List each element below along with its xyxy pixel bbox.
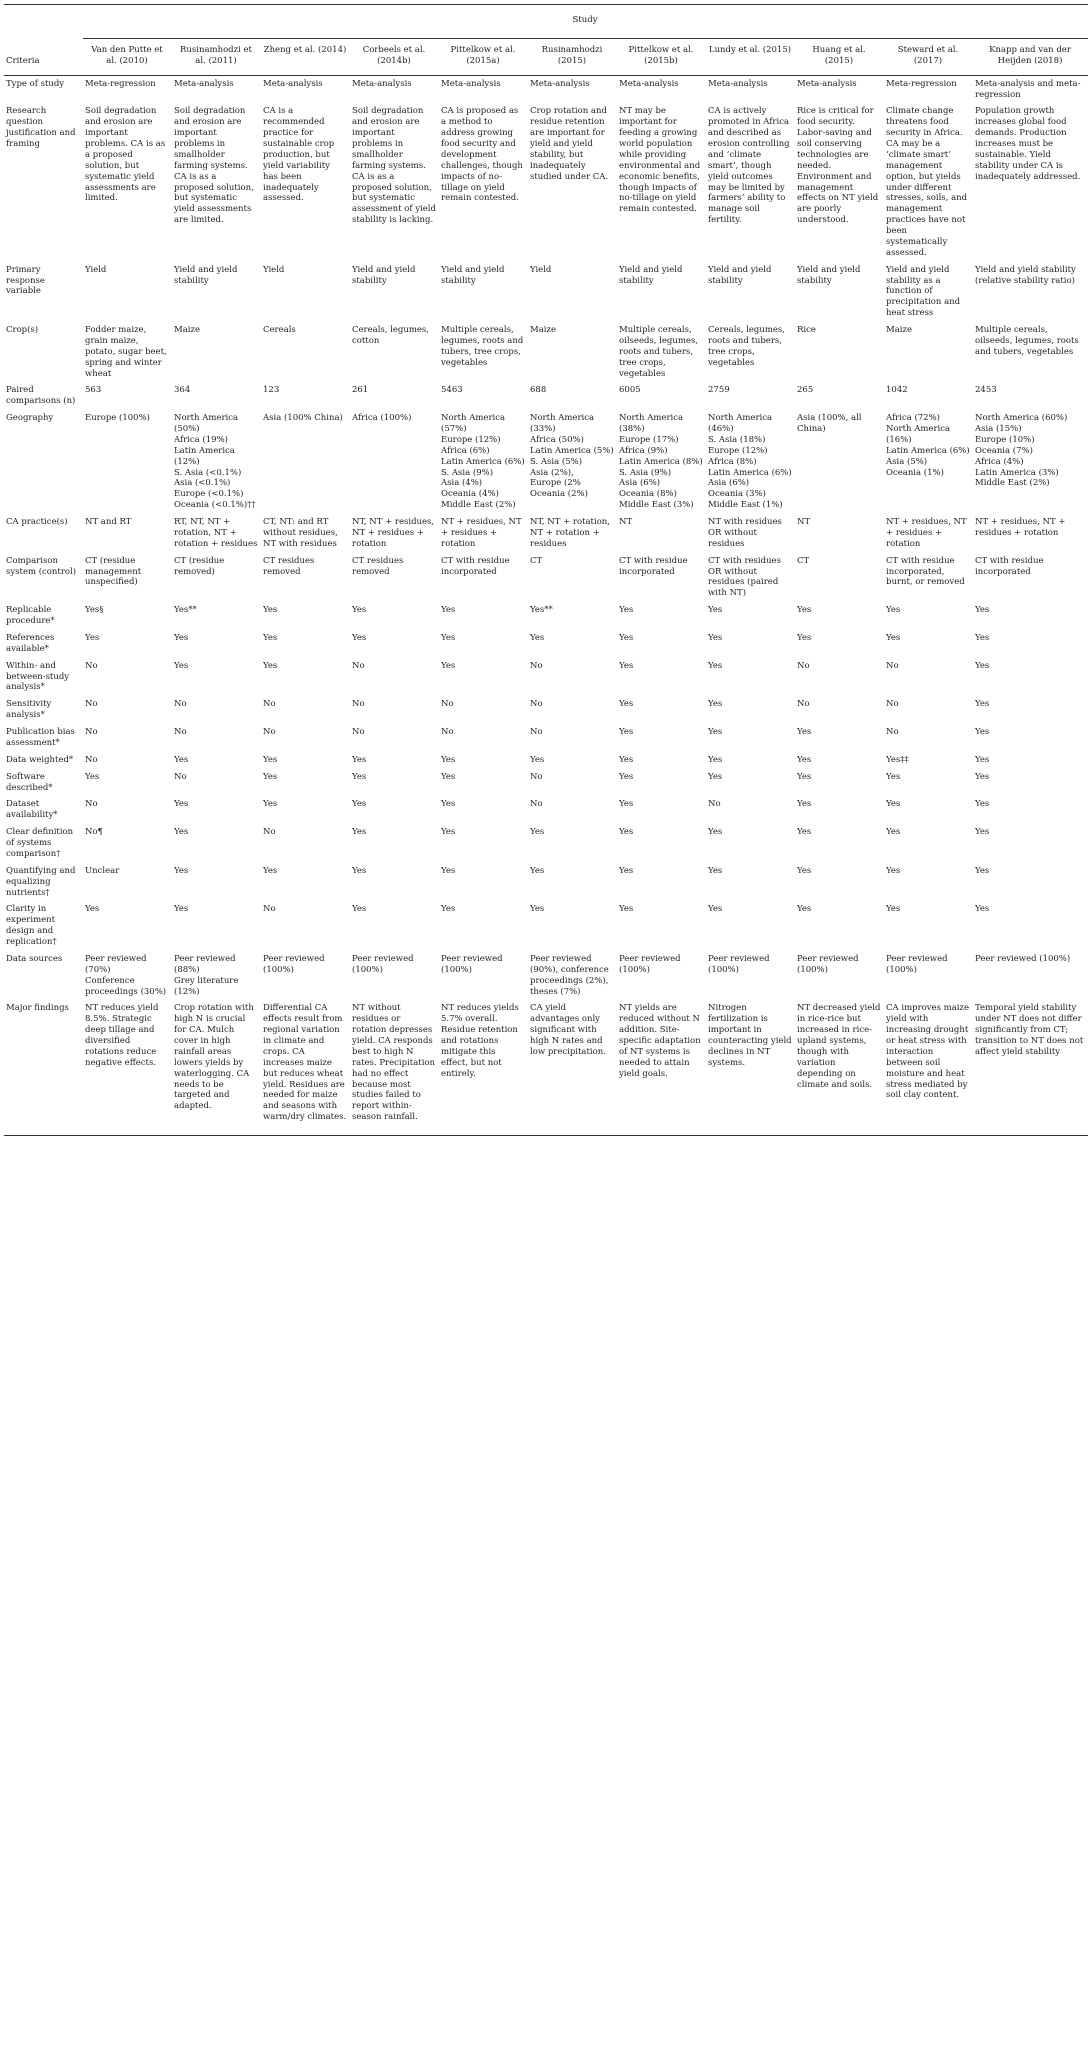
table-row	[4, 863, 1088, 902]
table-cell: Yes	[174, 827, 189, 838]
table-cell: Yes	[352, 799, 367, 810]
table-cell: Yes	[174, 865, 189, 876]
table-cell: North America (38%) Europe (17%) Africa (9%) Latin America (8%) S. Asia (9%) Asia (6%) Oceania (8%) Middle East (3%)	[619, 413, 703, 511]
table-cell: Peer reviewed (100%)	[263, 953, 325, 975]
table-cell: CA is a recommended practice for sustainable crop production, but yield variability has been inadequately assessed.	[263, 106, 335, 204]
table-row	[4, 382, 1088, 410]
table-cell: Yes	[886, 827, 901, 838]
table-cell: Meta-analysis	[530, 78, 590, 89]
table-cell: Yes	[708, 660, 723, 671]
table-cell: Peer reviewed (100%)	[708, 953, 770, 975]
table-cell: No	[352, 699, 365, 710]
table-cell: Yes	[441, 799, 456, 810]
table-cell: Yes	[886, 605, 901, 616]
table-cell: Yes	[975, 699, 990, 710]
table-cell: Peer reviewed (100%)	[797, 953, 859, 975]
study-header-lundy-et-al-2015: Lundy et al. (2015)	[706, 38, 795, 75]
table-cell: Peer reviewed (100%)	[975, 953, 1071, 964]
table-cell: Asia (100%, all China)	[797, 413, 862, 434]
table-cell: Europe (100%)	[85, 413, 150, 424]
table-cell: Yes	[530, 865, 545, 876]
table-cell: Yield	[85, 264, 107, 275]
table-cell: No	[352, 660, 365, 671]
table-cell: 6005	[619, 385, 641, 396]
table-cell: Yield and yield stability	[708, 264, 772, 286]
table-cell: NT, NT + rotation, NT + rotation + residues	[530, 517, 610, 549]
table-cell: Peer reviewed (100%)	[619, 953, 681, 975]
table-cell: No	[174, 699, 187, 710]
table-cell: CA yield advantages only significant with high N rates and low precipitation.	[528, 1000, 617, 1135]
table-cell: Crop rotation and residue retention are important for yield and yield stability, but inadequately studied under CA.	[530, 106, 609, 182]
table-cell: Yes	[619, 904, 634, 915]
table-row	[4, 796, 1088, 824]
criterion-label: Replicable procedure*	[6, 605, 55, 626]
table-cell: Yes	[352, 904, 367, 915]
table-cell: Yes	[708, 771, 723, 782]
meta-analysis-comparison-table	[4, 4, 1088, 1136]
table-cell: Cereals	[263, 325, 296, 335]
table-cell: CT, NT: and RT without residues, NT with residues	[263, 517, 338, 549]
table-cell: CT with residue incorporated, burnt, or removed	[886, 555, 965, 588]
table-cell: NT with residues OR without residues	[708, 517, 782, 549]
table-cell: Yes	[975, 754, 990, 765]
table-row	[4, 103, 1088, 261]
table-cell: Yes	[975, 727, 990, 737]
table-cell: Meta-analysis	[708, 78, 768, 89]
table-cell: Yes	[85, 904, 100, 915]
table-cell: NT and RT	[85, 517, 132, 527]
table-cell: Yes	[619, 727, 634, 737]
table-cell: Peer reviewed (70%) Conference proceedings (30%)	[85, 953, 167, 997]
study-header-rusinamhodzi-2015: Rusinamhodzi (2015)	[528, 38, 617, 75]
table-cell: Rice	[797, 325, 816, 335]
table-cell: Yes	[352, 771, 367, 782]
criterion-label: Sensitivity analysis*	[6, 699, 52, 721]
table-cell: Yes	[441, 827, 456, 838]
table-cell: Yield	[263, 264, 285, 275]
criterion-label: Within- and between-study analysis*	[6, 660, 70, 693]
table-cell: CA improves maize yield with increasing drought or heat stress with interaction between soil moisture and heat stress mediated by soil clay content.	[884, 1000, 973, 1135]
table-cell: Yes	[441, 865, 456, 876]
table-cell: Fodder maize, grain maize, potato, sugar beet, spring and winter wheat	[85, 325, 167, 379]
criterion-label: Data sources	[6, 953, 63, 964]
table-cell: No	[174, 771, 187, 782]
criterion-label: Research question justification and framing	[6, 106, 76, 149]
table-cell: Yes	[708, 754, 723, 765]
study-group-label: Study	[83, 5, 1088, 39]
table-cell: Yes	[797, 632, 812, 643]
table-cell: No	[530, 799, 543, 810]
column-header-row	[4, 38, 1088, 75]
table-cell: Yes	[174, 904, 189, 915]
table-cell: No	[263, 904, 276, 915]
table-cell: Population growth increases global food demands. Production increases must be sustainable. Yield stability under CA is inadequately addressed.	[975, 106, 1081, 182]
table-cell: Multiple cereals, legumes, roots and tubers, tree crops, vegetables	[441, 325, 524, 368]
table-cell: Yes	[975, 904, 990, 915]
table-cell: Yes	[708, 827, 723, 838]
study-group-header-row	[4, 5, 1088, 39]
study-header-van-den-putte-et-al-2010: Van den Putte et al. (2010)	[83, 38, 172, 75]
table-cell: Yes	[530, 754, 545, 765]
table-cell: Yes	[619, 660, 634, 671]
table-cell: NT + residues, NT + residues + rotation	[441, 517, 522, 549]
table-cell: No	[886, 699, 899, 710]
comparison-table-container	[4, 4, 1088, 2064]
study-header-rusinamhodzi-et-al-2011: Rusinamhodzi et al. (2011)	[172, 38, 261, 75]
table-cell: Yes	[708, 632, 723, 643]
table-cell: CT with residues OR without residues (paired with NT)	[708, 555, 781, 599]
table-cell: Yes	[619, 865, 634, 876]
table-row	[4, 769, 1088, 797]
table-cell: Yes	[975, 771, 990, 782]
table-cell: Yield and yield stability	[352, 264, 416, 286]
table-cell: Yes	[797, 904, 812, 915]
empty-corner	[4, 5, 83, 39]
criterion-label: Crop(s)	[6, 325, 39, 335]
table-cell: 2759	[708, 385, 730, 396]
table-cell: Maize	[886, 325, 912, 335]
table-cell: Cereals, legumes, cotton	[352, 325, 429, 346]
criterion-label: Software described*	[6, 771, 53, 793]
criterion-label: Publication bias assessment*	[6, 727, 75, 748]
table-cell: No	[797, 699, 810, 710]
table-cell: Yes	[975, 660, 990, 671]
table-cell: NT may be important for feeding a growing world population while providing environmental and economic benefits, though impacts of no-tillage on yield remain contested.	[619, 106, 701, 215]
table-cell: 1042	[886, 385, 908, 396]
table-cell: No	[352, 727, 365, 737]
table-cell: No	[441, 727, 454, 737]
table-cell: Yield and yield stability (relative stability ratio)	[975, 264, 1076, 286]
table-cell: Yes	[352, 632, 367, 643]
table-cell: North America (33%) Africa (50%) Latin America (5%) S. Asia (5%) Asia (2%), Europe (2% Oceania (2%)	[530, 413, 614, 500]
table-cell: NT + residues, NT + residues + rotation	[886, 517, 967, 549]
table-cell: Yes	[174, 799, 189, 810]
table-row	[4, 951, 1088, 1001]
table-cell: 2453	[975, 385, 997, 396]
table-cell: Yield and yield stability	[441, 264, 505, 286]
table-cell: Yield and yield stability	[619, 264, 683, 286]
table-cell: Multiple cereals, oilseeds, legumes, roots and tubers, tree crops, vegetables	[619, 325, 699, 379]
table-cell: Yes**	[174, 605, 197, 616]
table-cell: Cereals, legumes, roots and tubers, tree crops, vegetables	[708, 325, 785, 368]
table-cell: Yes	[441, 660, 456, 671]
table-row	[4, 322, 1088, 382]
table-cell: No	[530, 727, 543, 737]
table-row	[4, 752, 1088, 769]
table-cell: No¶	[85, 827, 103, 838]
table-cell: Yes	[797, 799, 812, 810]
table-row	[4, 262, 1088, 322]
table-cell: NT reduces yields 5.7% overall. Residue retention and rotations mitigate this effect, but not entirely.	[439, 1000, 528, 1135]
table-cell: Rice is critical for food security. Labor-saving and soil conserving technologies are needed. Environment and management effects on NT yield are poorly understood.	[797, 106, 879, 226]
table-cell: Yes	[263, 771, 278, 782]
table-cell: Yes	[619, 799, 634, 810]
table-cell: CA is actively promoted in Africa and described as erosion controlling and ‘climate smart’, though yield outcomes may be limited by farmers’ ability to manage soil fertility.	[708, 106, 790, 226]
table-cell: Yes‡‡	[886, 754, 909, 765]
table-cell: Yes	[975, 632, 990, 643]
table-cell: Soil degradation and erosion are important problems. CA is as a proposed solution, but systematic yield assessments are limited.	[85, 106, 166, 204]
table-row	[4, 901, 1088, 951]
criteria-column-header: Criteria	[4, 38, 83, 75]
table-row	[4, 658, 1088, 697]
table-cell: Crop rotation with high N is crucial for CA. Mulch cover in high rainfall areas lowers yields by waterlogging. CA needs to be targeted and adapted.	[172, 1000, 261, 1135]
table-cell: No	[886, 727, 899, 737]
table-cell: No	[530, 771, 543, 782]
table-cell: Africa (100%)	[352, 413, 412, 424]
table-cell: Peer reviewed (100%)	[441, 953, 503, 975]
table-cell: No	[85, 799, 98, 810]
table-cell: CT	[530, 555, 543, 566]
table-cell: No	[886, 660, 899, 671]
table-cell: No	[797, 660, 810, 671]
table-cell: Yield and yield stability	[174, 264, 238, 286]
table-cell: Yes	[797, 865, 812, 876]
table-cell: Climate change threatens food security in Africa. CA may be a ‘climate smart’ management option, but yields under different stresses, soils, and management practices have not been systematically assessed.	[886, 106, 968, 258]
table-cell: Yes	[174, 754, 189, 765]
table-cell: Yes	[441, 771, 456, 782]
table-cell: Soil degradation and erosion are important problems in smallholder farming systems. CA is as a proposed solution, but systematic yield assessments are limited.	[174, 106, 254, 226]
table-cell: No	[263, 699, 276, 710]
table-cell: NT	[797, 517, 811, 527]
study-header-zheng-et-al-2014: Zheng et al. (2014)	[261, 38, 350, 75]
table-cell: Yes	[975, 865, 990, 876]
table-cell: Temporal yield stability under NT does not differ significantly from CT; transition to NT does not affect yield stability	[973, 1000, 1088, 1135]
table-cell: No	[530, 699, 543, 710]
table-cell: 123	[263, 385, 280, 396]
table-cell: Yes	[886, 799, 901, 810]
study-header-knapp-and-van-der-heijden-2018: Knapp and van der Heijden (2018)	[973, 38, 1088, 75]
table-cell: CT (residue removed)	[174, 555, 225, 577]
table-cell: No	[441, 699, 454, 710]
criterion-label: Data weighted*	[6, 754, 74, 765]
table-cell: Differential CA effects result from regional variation in climate and crops. CA increases maize but reduces wheat yield. Residues are needed for maize and seasons with warm/dry climates.	[261, 1000, 350, 1135]
table-cell: Yes	[975, 799, 990, 810]
table-cell: Meta-analysis and meta-regression	[975, 78, 1081, 100]
study-header-pittelkow-et-al-2015a: Pittelkow et al. (2015a)	[439, 38, 528, 75]
table-row	[4, 824, 1088, 863]
table-cell: Yes	[797, 605, 812, 616]
table-cell: CT with residue incorporated	[441, 555, 510, 577]
table-cell: CT with residue incorporated	[975, 555, 1044, 577]
table-cell: Yes	[174, 660, 189, 671]
table-cell: No	[174, 727, 187, 737]
table-cell: Yes	[352, 605, 367, 616]
criterion-label: Comparison system (control)	[6, 555, 77, 577]
criterion-label: Geography	[6, 413, 54, 424]
table-cell: Nitrogen fertilization is important in counteracting yield declines in NT systems.	[706, 1000, 795, 1135]
table-cell: No	[85, 699, 98, 710]
table-cell: CA is proposed as a method to address growing food security and development challenges, though impacts of no-tillage on yield remain contested.	[441, 106, 523, 204]
table-cell: No	[263, 827, 276, 838]
table-cell: Soil degradation and erosion are important problems in smallholder farming systems. CA is as a proposed solution, but systematic assessment of yield stability is lacking.	[352, 106, 436, 226]
table-cell: Maize	[174, 325, 200, 335]
table-cell: Maize	[530, 325, 556, 335]
table-cell: Meta-analysis	[441, 78, 501, 89]
table-cell: Yes	[441, 754, 456, 765]
table-cell: 261	[352, 385, 369, 396]
table-cell: 563	[85, 385, 102, 396]
table-cell: No	[85, 660, 98, 671]
table-cell: Yield and yield stability as a function of precipitation and heat stress	[886, 264, 961, 319]
study-header-steward-et-al-2017: Steward et al. (2017)	[884, 38, 973, 75]
table-cell: Yes	[263, 660, 278, 671]
table-cell: Yes	[975, 827, 990, 838]
table-cell: Meta-analysis	[352, 78, 412, 89]
table-cell: North America (46%) S. Asia (18%) Europe (12%) Africa (8%) Latin America (6%) Asia (6%) Oceania (3%) Middle East (1%)	[708, 413, 792, 511]
table-cell: Yes	[352, 754, 367, 765]
table-cell: NT decreased yield in rice-rice but increased in rice-upland systems, though with variation depending on climate and soils.	[795, 1000, 884, 1135]
table-cell: Yes	[886, 771, 901, 782]
table-cell: Yield and yield stability	[797, 264, 861, 286]
table-cell: Multiple cereals, oilseeds, legumes, roots and tubers, vegetables	[975, 325, 1079, 357]
table-cell: Asia (100% China)	[263, 413, 343, 424]
table-cell: Yes	[530, 827, 545, 838]
criterion-label: Dataset availability*	[6, 799, 58, 821]
table-cell: Yes	[85, 632, 100, 643]
table-cell: Yes	[797, 827, 812, 838]
table-cell: Yes	[263, 605, 278, 616]
criterion-label: Quantifying and equalizing nutrients†	[6, 865, 76, 898]
table-cell: Yes	[85, 771, 100, 782]
table-cell: Peer reviewed (90%), conference proceedings (2%), theses (7%)	[530, 953, 609, 997]
table-row	[4, 696, 1088, 724]
table-cell: Meta-regression	[886, 78, 957, 89]
table-cell: Yes	[263, 632, 278, 643]
table-cell: Yes	[886, 632, 901, 643]
table-row	[4, 630, 1088, 658]
table-cell: Yes	[797, 754, 812, 765]
table-body	[4, 75, 1088, 1135]
table-cell: NT without residues or rotation depresses yield. CA responds best to high N rates. Precipitation had no effect because most studies failed to report within-season rainfall.	[350, 1000, 439, 1135]
table-cell: Yes	[619, 605, 634, 616]
table-row	[4, 75, 1088, 103]
table-cell: Meta-regression	[85, 78, 156, 89]
table-cell: 688	[530, 385, 547, 396]
table-cell: No	[708, 799, 721, 810]
table-cell: Yes	[619, 699, 634, 710]
table-cell: Yes	[797, 771, 812, 782]
table-cell: Yes**	[530, 605, 553, 616]
table-row	[4, 602, 1088, 630]
table-cell: No	[85, 727, 98, 737]
criterion-label: Major findings	[4, 1000, 83, 1135]
table-cell: North America (50%) Africa (19%) Latin America (12%) S. Asia (<0.1%) Asia (<0.1%) Europe (<0.1%) Oceania (<0.1%)††	[174, 413, 256, 511]
table-cell: Yes	[708, 865, 723, 876]
table-cell: Yes	[263, 754, 278, 765]
table-cell: Yes	[263, 865, 278, 876]
table-cell: Yes	[441, 632, 456, 643]
table-cell: Yes	[441, 605, 456, 616]
table-cell: Yes	[352, 827, 367, 838]
table-row	[4, 514, 1088, 553]
table-cell: Yes	[975, 605, 990, 616]
table-cell: Peer reviewed (100%)	[352, 953, 414, 975]
table-cell: Meta-analysis	[174, 78, 234, 89]
table-cell: Yield	[530, 264, 552, 275]
table-row	[4, 724, 1088, 752]
table-cell: No	[530, 660, 543, 671]
table-cell: Yes	[619, 632, 634, 643]
study-header-huang-et-al-2015: Huang et al. (2015)	[795, 38, 884, 75]
table-cell: Yes	[708, 605, 723, 616]
study-header-pittelkow-et-al-2015b: Pittelkow et al. (2015b)	[617, 38, 706, 75]
criterion-label: Type of study	[6, 78, 65, 89]
table-row	[4, 410, 1088, 514]
table-row	[4, 1000, 1088, 1135]
study-header-corbeels-et-al-2014b: Corbeels et al. (2014b)	[350, 38, 439, 75]
table-cell: NT reduces yield 8.5%. Strategic deep tillage and diversified rotations reduce negative effects.	[83, 1000, 172, 1135]
table-cell: CT residues removed	[352, 555, 404, 577]
table-cell: Yes	[441, 904, 456, 915]
table-cell: Meta-analysis	[263, 78, 323, 89]
table-cell: No	[263, 727, 276, 737]
table-cell: Meta-analysis	[619, 78, 679, 89]
table-cell: NT, NT + residues, NT + residues + rotation	[352, 517, 435, 549]
table-cell: 364	[174, 385, 191, 396]
table-cell: CT with residue incorporated	[619, 555, 688, 577]
table-cell: Peer reviewed (88%) Grey literature (12%)	[174, 953, 239, 997]
criterion-label: CA practice(s)	[6, 517, 68, 527]
criterion-label: References available*	[6, 632, 55, 654]
table-cell: CT (residue management unspecified)	[85, 555, 142, 588]
table-cell: 5463	[441, 385, 463, 396]
table-cell: Yes	[619, 754, 634, 765]
table-cell: Yes	[886, 904, 901, 915]
table-cell: Meta-analysis	[797, 78, 857, 89]
criterion-label: Primary response variable	[6, 264, 45, 297]
table-cell: NT + residues, NT + residues + rotation	[975, 517, 1066, 538]
table-cell: CT	[797, 555, 810, 566]
table-cell: Yes	[797, 727, 812, 737]
table-cell: North America (60%) Asia (15%) Europe (10%) Oceania (7%) Africa (4%) Latin America (3%) Middle East (2%)	[975, 413, 1068, 489]
table-cell: Africa (72%) North America (16%) Latin America (6%) Asia (5%) Oceania (1%)	[886, 413, 970, 478]
table-cell: North America (57%) Europe (12%) Africa (6%) Latin America (6%) S. Asia (9%) Asia (4%) Oceania (4%) Middle East (2%)	[441, 413, 525, 511]
table-cell: 265	[797, 385, 814, 396]
criterion-label: Clarity in experiment design and replication†	[6, 904, 57, 947]
table-cell: Yes§	[85, 605, 104, 616]
table-cell: RT, NT, NT + rotation, NT + rotation + residues	[174, 517, 258, 549]
criterion-label: Clear definition of systems comparison†	[6, 827, 74, 859]
table-cell: Yes	[174, 632, 189, 643]
table-cell: Yes	[619, 827, 634, 838]
table-cell: Yes	[708, 699, 723, 710]
table-row	[4, 553, 1088, 603]
table-cell: Yes	[530, 904, 545, 915]
table-cell: Yes	[263, 799, 278, 810]
table-cell: Yes	[619, 771, 634, 782]
table-cell: No	[85, 754, 98, 765]
table-cell: Yes	[530, 632, 545, 643]
table-cell: Yes	[708, 727, 723, 737]
table-cell: NT yields are reduced without N addition. Site-specific adaptation of NT systems is needed to attain yield goals.	[617, 1000, 706, 1135]
table-cell: NT	[619, 517, 633, 527]
criterion-label: Paired comparisons (n)	[6, 385, 76, 407]
table-cell: Yes	[886, 865, 901, 876]
table-cell: CT residues removed	[263, 555, 315, 577]
table-cell: Yes	[708, 904, 723, 915]
table-cell: Peer reviewed (100%)	[886, 953, 948, 975]
table-cell: Unclear	[85, 865, 120, 876]
table-cell: Yes	[352, 865, 367, 876]
